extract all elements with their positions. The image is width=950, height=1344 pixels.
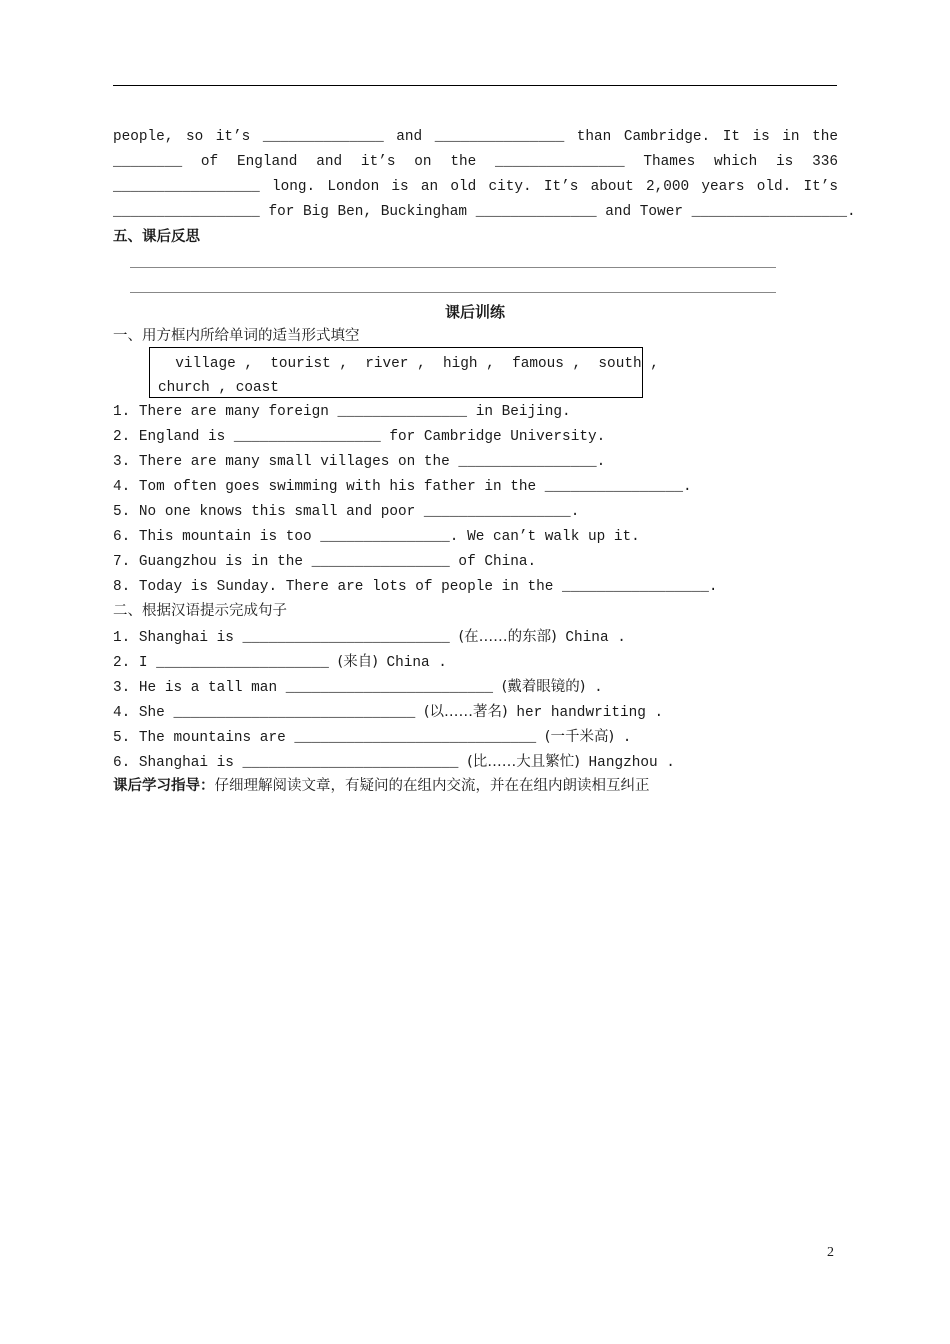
part1-heading: 一、用方框内所给单词的适当形式填空 — [113, 328, 360, 344]
part2-item-5-hint: (一千米高) — [544, 729, 615, 745]
part1-item-1: 1. There are many foreign _______________ in Beijing. — [113, 404, 571, 420]
part2-item-3-suffix: . — [585, 680, 603, 696]
part2-item-1-prefix: 1. Shanghai is ________________________ — [113, 630, 459, 646]
part2-heading: 二、根据汉语提示完成句子 — [113, 603, 287, 619]
part2-item-2 — [113, 651, 838, 673]
part2-item-5-prefix: 5. The mountains are ____________________________ — [113, 730, 545, 746]
part1-item-8: 8. Today is Sunday. There are lots of people in the _________________. — [113, 579, 718, 595]
part1-item-4: 4. Tom often goes swimming with his father in the ________________. — [113, 479, 692, 495]
part2-item-2-hint: (来自) — [337, 654, 378, 670]
part2-item-6-suffix: Hangzhou . — [579, 755, 675, 771]
part2-item-6-prefix: 6. Shanghai is _________________________ — [113, 755, 468, 771]
part2-item-4-prefix: 4. She ____________________________ — [113, 705, 424, 721]
part2-item-3-prefix: 3. He is a tall man ________________________ — [113, 680, 502, 696]
study-guidance-label: 课后学习指导： — [113, 778, 215, 794]
part2-item-3 — [113, 676, 838, 698]
part2-item-5-suffix: . — [614, 730, 632, 746]
part2-item-1-suffix: China . — [556, 630, 626, 646]
reflection-heading: 五、课后反思 — [113, 229, 200, 245]
passage-line-4: _________________ for Big Ben, Buckingham ______________ and Tower __________________. — [113, 204, 856, 220]
part2-item-1-hint: (在……的东部) — [458, 629, 557, 645]
section-title: 课后训练 — [444, 303, 505, 321]
passage-line-2: ________ of England and it’s on the _______________ Thames which is 336 — [113, 154, 838, 170]
part1-item-3: 3. There are many small villages on the ________________. — [113, 454, 606, 470]
part2-item-4-hint: (以……著名) — [423, 704, 508, 720]
part1-item-6: 6. This mountain is too _______________. We can’t walk up it. — [113, 529, 640, 545]
part2-item-2-prefix: 2. I ____________________ — [113, 655, 338, 671]
word-box-line-2: church , coast — [158, 380, 279, 396]
part2-item-2-suffix: China . — [377, 655, 447, 671]
word-box — [149, 347, 659, 398]
part2-item-6 — [113, 751, 838, 773]
part1-item-5: 5. No one knows this small and poor _________________. — [113, 504, 580, 520]
part2-item-4 — [113, 701, 838, 723]
part2-item-5 — [113, 726, 838, 748]
part2-item-3-hint: (戴着眼镜的) — [501, 679, 586, 695]
header-rule — [113, 85, 837, 86]
part1-item-2: 2. England is _________________ for Cambridge University. — [113, 429, 606, 445]
passage-line-3: _________________ long. London is an old city. It’s about 2,000 years old. It’s — [113, 179, 838, 195]
reflection-answer-line-1[interactable] — [130, 267, 776, 268]
passage-line-1: people, so it’s ______________ and _______________ than Cambridge. It is in the — [113, 129, 838, 145]
part1-item-7: 7. Guangzhou is in the ________________ of China. — [113, 554, 537, 570]
part2-item-4-suffix: her handwriting . — [507, 705, 664, 721]
study-guidance — [113, 776, 838, 796]
part2-item-6-hint: (比……大且繁忙) — [467, 754, 580, 770]
study-guidance-text: 仔细理解阅读文章，有疑问的在组内交流，并在在组内朗读相互纠正 — [214, 778, 650, 794]
reflection-answer-line-2[interactable] — [130, 292, 776, 293]
word-box-line-1: village , tourist , river , high , famous , south , — [158, 356, 659, 372]
page-number: 2 — [827, 1245, 834, 1260]
part2-item-1 — [113, 626, 838, 648]
